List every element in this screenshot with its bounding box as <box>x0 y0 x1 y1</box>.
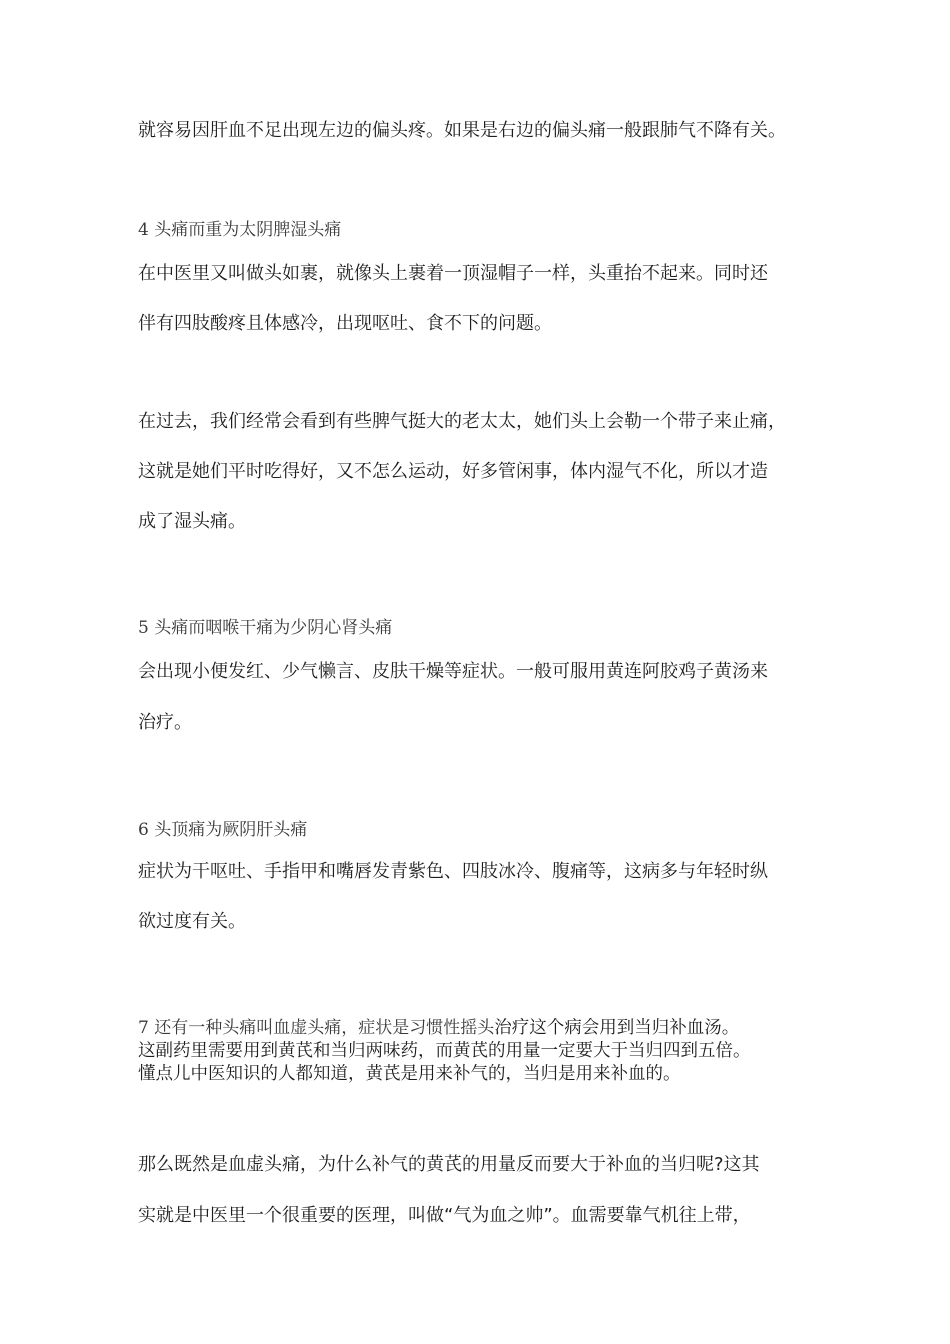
paragraph-line: 这副药里需要用到黄芪和当归两味药，而黄芪的用量一定要大于当归四到五倍。 <box>138 1041 751 1061</box>
paragraph-line: 那么既然是血虚头痛，为什么补气的黄芪的用量反而要大于补血的当归呢?这其 <box>138 1154 760 1175</box>
paragraph-span: 治疗这个病会用到当归补血汤。 <box>494 1018 740 1038</box>
paragraph-line: 治疗。 <box>138 712 192 733</box>
section-heading-6: 6 头顶痛为厥阴肝头痛 <box>138 820 308 840</box>
paragraph-line: 就容易因肝血不足出现左边的偏头疼。如果是右边的偏头痛一般跟肺气不降有关。 <box>138 120 786 141</box>
paragraph-line: 实就是中医里一个很重要的医理，叫做“气为血之帅”。血需要靠气机往上带， <box>138 1205 751 1226</box>
section-heading-5: 5 头痛而咽喉干痛为少阴心肾头痛 <box>138 618 393 638</box>
paragraph-line: 成了湿头痛。 <box>138 511 246 532</box>
paragraph-line: 这就是她们平时吃得好，又不怎么运动，好多管闲事，体内湿气不化，所以才造 <box>138 461 768 482</box>
paragraph-line: 会出现小便发红、少气懒言、皮肤干燥等症状。一般可服用黄连阿胶鸡子黄汤来 <box>138 661 768 682</box>
paragraph-line: 在过去，我们经常会看到有些脾气挺大的老太太，她们头上会勒一个带子来止痛， <box>138 411 786 432</box>
paragraph-line: 在中医里又叫做头如裹，就像头上裹着一顶湿帽子一样，头重抬不起来。同时还 <box>138 263 768 284</box>
section-heading-7: 7 还有一种头痛叫血虚头痛，症状是习惯性摇头 <box>138 1018 495 1038</box>
section-heading-7-line <box>138 1017 739 1039</box>
paragraph-line: 症状为干呕吐、手指甲和嘴唇发青紫色、四肢冰冷、腹痛等，这病多与年轻时纵 <box>138 861 768 882</box>
paragraph-line: 欲过度有关。 <box>138 911 246 932</box>
section-heading-4: 4 头痛而重为太阴脾湿头痛 <box>138 220 342 240</box>
paragraph-line: 懂点儿中医知识的人都知道，黄芪是用来补气的，当归是用来补血的。 <box>138 1064 681 1084</box>
paragraph-line: 伴有四肢酸疼且体感冷，出现呕吐、食不下的问题。 <box>138 313 552 334</box>
